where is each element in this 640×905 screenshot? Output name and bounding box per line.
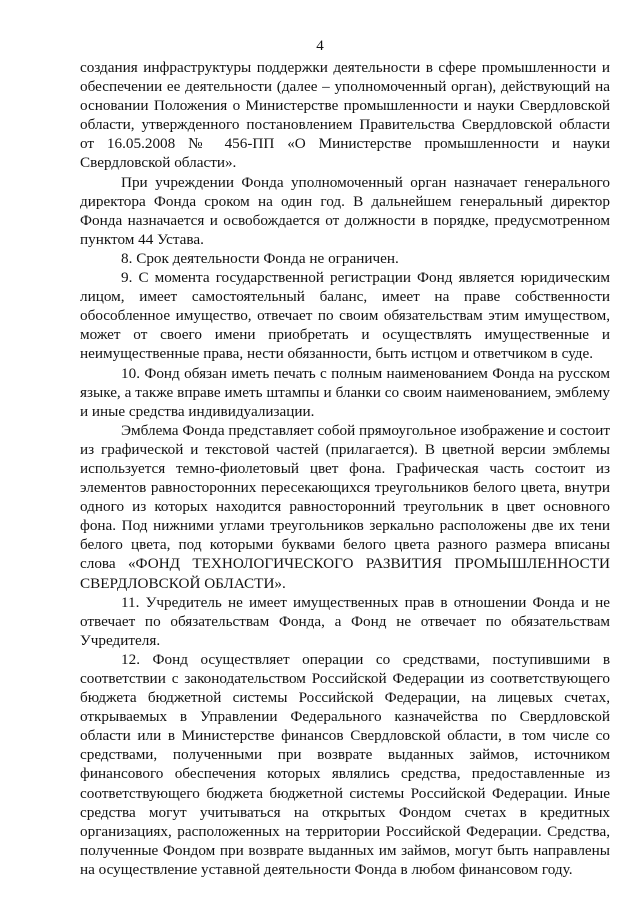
paragraph-item-12: 12. Фонд осуществляет операции со средствами, поступившими в соответствии с законодательством Российской Федерации из соответствующего бюджета бюджетной системы Российской Федерации, на лицевых счетах, открываемых в Управлении Федерального казначейства по Свердловской области или в Министерстве финансов Свердловской области, в том числе со средствами, полученными при возврате выданных займов, источником финансового обеспечения которых являлись средства, предоставленные из соответствующего бюджета бюджетной системы Российской Федерации. Иные средства могут учитываться на открытых Фондом счетах в кредитных организациях, расположенных на территории Российской Федерации. Средства, полученные Фондом при возврате выданных им займов, могут быть направлены на осуществление уставной деятельности Фонда в любом финансовом году. bbox=[80, 650, 610, 878]
paragraph-item-8: 8. Срок деятельности Фонда не ограничен. bbox=[121, 249, 399, 267]
paragraph-item-11: 11. Учредитель не имеет имущественных прав в отношении Фонда и не отвечает по обязательствам Фонда, а Фонд не отвечает по обязательствам Учредителя. bbox=[80, 593, 610, 649]
page-number: 4 bbox=[316, 38, 324, 54]
paragraph-item-9: 9. С момента государственной регистрации Фонд является юридическим лицом, имеет самостоятельный баланс, имеет на праве собственности обособленное имущество, отвечает по своим обязательствам этим имуществом, может от своего имени приобретать и осуществлять имущественные и неимущественные права, нести обязанности, быть истцом и ответчиком в суде. bbox=[80, 269, 610, 363]
paragraph-director: При учреждении Фонда уполномоченный орган назначает генерального директора Фонда сроком на один год. В дальнейшем генеральный директор Фонда назначается и освобождается от должности в порядке, предусмотренном пунктом 44 Устава. bbox=[80, 173, 610, 248]
paragraph-continuation: создания инфраструктуры поддержки деятельности в сфере промышленности и обеспечении ее деятельности (далее – уполномоченный орган), действующий на основании Положения о Министерстве промышленности и науки Свердловской области, утвержденного постановлением Правительства Свердловской области от 16.05.2008 № 456-ПП «О Министерстве промышленности и науки Свердловской области». bbox=[80, 59, 610, 172]
paragraph-emblem: Эмблема Фонда представляет собой прямоугольное изображение и состоит из графической и текстовой частей (прилагается). В цветной версии эмблемы используется темно-фиолетовый цвет фона. Графическая часть состоит из элементов равносторонних пересекающихся треугольников белого цвета, внутри одного из которых находится равносторонний треугольник в цвет основного фона. Под нижними углами треугольников зеркально расположены две их тени белого цвета, под которыми буквами белого цвета разного размера вписаны слова «ФОНД ТЕХНОЛОГИЧЕСКОГО РАЗВИТИЯ ПРОМЫШЛЕННОСТИ СВЕРДЛОВСКОЙ ОБЛАСТИ». bbox=[80, 421, 610, 592]
document-body bbox=[80, 58, 610, 879]
paragraph-item-10: 10. Фонд обязан иметь печать с полным наименованием Фонда на русском языке, а также вправе иметь штампы и бланки со своим наименованием, эмблему и иные средства индивидуализации. bbox=[80, 364, 610, 420]
